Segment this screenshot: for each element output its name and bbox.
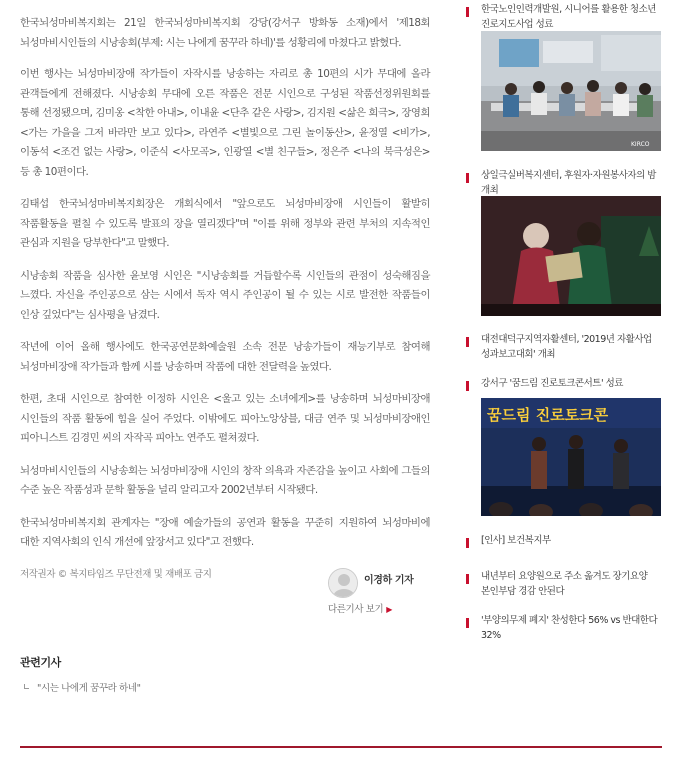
- copyright-notice: 저작권자 © 복지타임즈 무단전재 및 재배포 금지: [20, 568, 212, 580]
- sidebar-news-item[interactable]: [466, 2, 666, 32]
- related-article-title: "시는 나에게 꿈꾸라 하네": [37, 683, 141, 694]
- article-paragraph: 한국뇌성마비복지회는 21일 한국뇌성마비복지회 강당(강서구 방화동 소재)에서 '제18회 뇌성마비시인들의 시낭송회(부제: 시는 나에게 꿈꾸라 하네)'를 성황리에 마쳤다고 밝혔다.: [20, 17, 430, 49]
- related-heading: 관련기사: [20, 656, 61, 669]
- sidebar-news-title: 한국노인인력개발원, 시니어를 활용한 청소년 진로지도사업 성료: [481, 4, 656, 30]
- article-paragraph: 이번 행사는 뇌성마비장애 작가들이 자작시를 낭송하는 자리로 총 10편의 시가 무대에 올라 관객들에게 전해졌다. 시낭송회 무대에 오른 작품은 전문 시인으로 구성된 작품선정위원회를 통해 선정됐으며, 김미옹 <착한 아내>, 이내윤 <단추 같은 사랑>, 김지원 <삶은 희극>, 장영희 <가는 가을을 그저 바라만 보고 있다>, 라연주 <별빛으로 그린 놀이동산>, 윤정열 <비가>, 이동석 <조건 없는 사랑>, 이준식 <사모곡>, 인광열 <별 친구들>, 정은주 <나의 북극성은> 등 총 10편이다.: [20, 68, 430, 178]
- thumbnail-watermark: KIRCO: [631, 141, 650, 148]
- bullet-bar: [466, 7, 469, 17]
- corner-arrow-icon: [24, 684, 29, 689]
- sidebar-news-item[interactable]: [466, 613, 666, 643]
- sidebar-news-title: '부양의무제 폐지' 찬성한다 56% vs 반대한다 32%: [481, 615, 658, 641]
- article-paragraph: 작년에 이어 올해 행사에도 한국공연문화예술원 소속 전문 낭송가들이 재능기부로 참여해 뇌성마비장애 작가들과 함께 시를 낭송하며 작품에 대한 전달력을 높였다.: [20, 341, 430, 373]
- sidebar-news-title: [인사] 보건복지부: [481, 535, 551, 546]
- bullet-bar: [466, 381, 469, 391]
- thumbnail-banner-text: 꿈드림 진로토크콘: [487, 406, 609, 424]
- sidebar-news-item[interactable]: [466, 332, 666, 362]
- article-paragraph: 한편, 초대 시인으로 참여한 이정하 시인은 <울고 있는 소녀에게>를 낭송하며 뇌성마비장애 시인들의 작품 활동에 힘을 실어 주었다. 이밖에도 피아노앙상블, 대금 연주 및 뇌성마비장애인 피아니스트 김경민 씨의 자작곡 피아노 연주도 펼쳐졌다.: [20, 393, 430, 444]
- sidebar-news-thumbnail[interactable]: [481, 196, 661, 316]
- sidebar-news-item[interactable]: [466, 569, 666, 599]
- bullet-bar: [466, 173, 469, 183]
- article-paragraph: 뇌성마비시인들의 시낭송회는 뇌성마비장애 시인의 창작 의욕과 자존감을 높이고 사회에 그들의 수준 높은 작품성과 문학 활동을 널리 알리고자 2002년부터 시작됐다.: [20, 464, 430, 496]
- sidebar-news-thumbnail[interactable]: [481, 31, 661, 151]
- bullet-bar: [466, 538, 469, 548]
- more-articles-label: 다른기사 보기: [328, 604, 384, 615]
- sidebar-news-item[interactable]: [466, 376, 666, 391]
- bullet-bar: [466, 337, 469, 347]
- bullet-bar: [466, 574, 469, 584]
- sidebar-news-thumbnail[interactable]: [481, 398, 661, 516]
- author-box: [328, 568, 438, 618]
- sidebar-news-title: 대전대덕구지역자활센터, '2019년 자활사업 성과보고대회' 개최: [481, 334, 652, 360]
- bullet-bar: [466, 618, 469, 628]
- sidebar-news-item[interactable]: [466, 533, 666, 548]
- article-paragraph: 한국뇌성마비복지회 관계자는 "장애 예술가들의 공연과 활동을 꾸준히 지원하여 뇌성마비에 대한 지역사회의 인식 개선에 앞장서고 있다"고 전했다.: [20, 516, 430, 548]
- sidebar-news-title: 내년부터 요양원으로 주소 옮겨도 장기요양 본인부담 경감 안된다: [481, 571, 648, 597]
- arrow-right-icon: ▶: [386, 605, 393, 614]
- article-paragraph: 김태섭 한국뇌성마비복지회장은 개회식에서 "앞으로도 뇌성마비장애 시인들이 활발히 작품활동을 펼칠 수 있도록 발표의 장을 열리겠다"며 "이를 위해 정부와 관련 부처의 지속적인 관심과 지원을 당부한다"고 말했다.: [20, 198, 430, 249]
- sidebar-news-item[interactable]: [466, 168, 666, 198]
- related-article-link[interactable]: [20, 680, 430, 694]
- avatar: [328, 568, 358, 598]
- more-articles-link[interactable]: [328, 601, 392, 615]
- author-name: 이경하 기자: [364, 575, 414, 586]
- article-body: [20, 14, 430, 580]
- sidebar-news-title: 강서구 '꿈드림 진로토크콘서트' 성료: [481, 378, 623, 389]
- article-paragraph: 시낭송회 작품을 심사한 윤보영 시인은 "시낭송회를 거듭할수록 시인들의 관점이 성숙해짐을 느꼈다. 자신을 주인공으로 삼는 시에서 독자 역시 주인공이 될 수 있는 시로 발전한 작품들이 인상 깊었다"는 심사평을 남겼다.: [20, 269, 430, 321]
- footer-divider: [20, 746, 662, 748]
- sidebar-news-title: 상일극실버복지센터, 후원자·자원봉사자의 밤 개최: [481, 170, 656, 196]
- related-articles: [20, 654, 430, 694]
